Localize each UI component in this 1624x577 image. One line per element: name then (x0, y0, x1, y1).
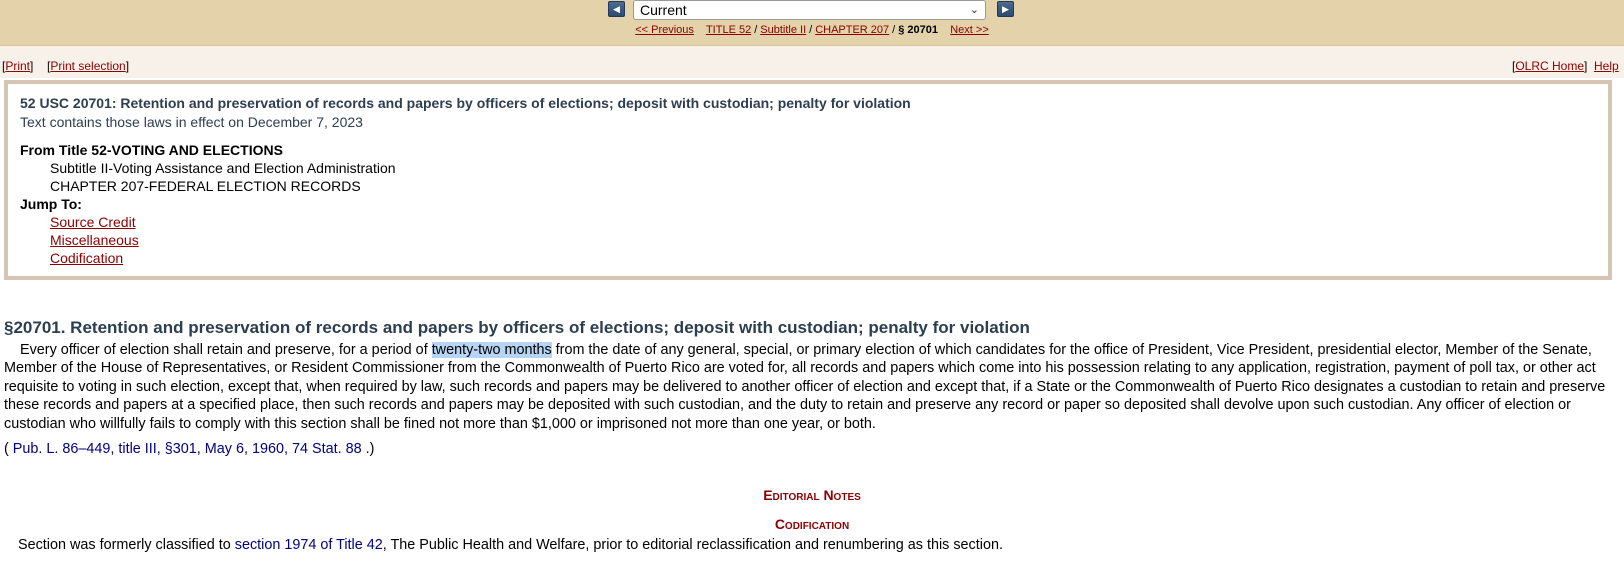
jump-codification-link[interactable]: Codification (50, 250, 124, 266)
print-link[interactable]: [Print] (2, 59, 34, 73)
source-paren-close: .) (365, 441, 375, 457)
print-selection-link[interactable]: [Print selection] (47, 59, 130, 73)
source-credit (4, 441, 374, 457)
olrc-home-link[interactable]: [OLRC Home] (1512, 59, 1588, 73)
codification-text-part: Section was formerly classified to (18, 537, 235, 553)
breadcrumb-separator: / (892, 24, 896, 36)
top-navigation-bar (0, 0, 1624, 46)
next-section-link[interactable]: Next >> (950, 24, 989, 36)
codification-heading: Codification (774, 516, 850, 532)
chapter-label: CHAPTER 207-FEDERAL ELECTION RECORDS (50, 178, 361, 194)
arrow-left-icon: ◀ (613, 4, 620, 14)
document-heading: 52 USC 20701: Retention and preservation of records and papers by officers of elections; deposit with custodian; penalty for violation (20, 95, 911, 111)
help-link[interactable]: Help (1594, 59, 1619, 73)
olrc-home-group (1512, 59, 1587, 73)
effective-date-note: Text contains those laws in effect on December 7, 2023 (20, 114, 363, 130)
breadcrumb (0, 24, 1624, 36)
next-version-button[interactable] (997, 1, 1014, 17)
breadcrumb-chapter-link[interactable]: CHAPTER 207 (815, 24, 890, 36)
section-text-part: Every officer of election shall retain and preserve, for a period of (20, 342, 432, 358)
breadcrumb-separator: / (754, 24, 758, 36)
subtitle-label: Subtitle II-Voting Assistance and Election Administration (50, 160, 396, 176)
help-group (1594, 59, 1619, 73)
breadcrumb-separator: / (809, 24, 813, 36)
section-heading: §20701. Retention and preservation of records and papers by officers of elections; deposit with custodian; penalty for violation (4, 318, 1030, 337)
highlighted-selection: twenty-two months (431, 342, 552, 358)
breadcrumb-subtitle-link[interactable]: Subtitle II (760, 24, 807, 36)
jump-miscellaneous-link[interactable]: Miscellaneous (50, 232, 139, 248)
codification-text-part: , The Public Health and Welfare, prior to editorial reclassification and renumbering as this section. (382, 537, 1003, 553)
previous-section-link[interactable]: << Previous (635, 24, 694, 36)
section-text-part: from the date of any general, special, or primary election of which candidates for the office of President, Vice President, presidential elector, Member of the Senate, Member of the House of Representatives, or Resident Commissioner from the Commonwealth of Puerto Rico are voted for, all records and papers which come into his possession relating to any application, registration, payment of poll tax, or other act requisite to voting in such election, except that, when required by law, such records and papers may be delivered to another officer of election and except that, if a State or the Commonwealth of Puerto Rico designates a custodian to retain and preserve these records and papers at a specified place, then such records and papers may be deposited with such custodian, and the duty to retain and preserve any record or paper so deposited shall devolve upon such custodian. Any officer of election or custodian who willfully fails to comply with this section shall be fined not more than $1,000 or imprisoned not more than one year, or both. (4, 342, 1606, 432)
jump-source-credit-link[interactable]: Source Credit (50, 214, 136, 230)
version-select-value: Current (640, 2, 687, 18)
print-selection-group (47, 59, 129, 73)
editorial-notes-heading: Editorial Notes (763, 487, 861, 503)
section-1974-link[interactable]: section 1974 of Title 42 (234, 537, 383, 553)
print-link-group (2, 59, 33, 73)
chevron-down-icon: ⌄ (969, 4, 979, 16)
previous-version-button[interactable] (608, 1, 625, 17)
breadcrumb-title-link[interactable]: TITLE 52 (705, 24, 752, 36)
tool-bar (0, 46, 1624, 78)
version-select[interactable] (633, 0, 986, 20)
document-info-box (4, 80, 1612, 280)
codification-text (18, 537, 1003, 553)
from-title: From Title 52-VOTING AND ELECTIONS (20, 142, 283, 158)
breadcrumb-current-section: § 20701 (898, 24, 938, 36)
source-credit-link[interactable]: Pub. L. 86–449, title III, §301, May 6, 1960, 74 Stat. 88 (12, 441, 362, 457)
source-paren-open: ( (4, 441, 9, 457)
arrow-right-icon: ▶ (1002, 4, 1009, 14)
section-text (4, 341, 1614, 433)
jump-to-label: Jump To: (20, 196, 82, 212)
